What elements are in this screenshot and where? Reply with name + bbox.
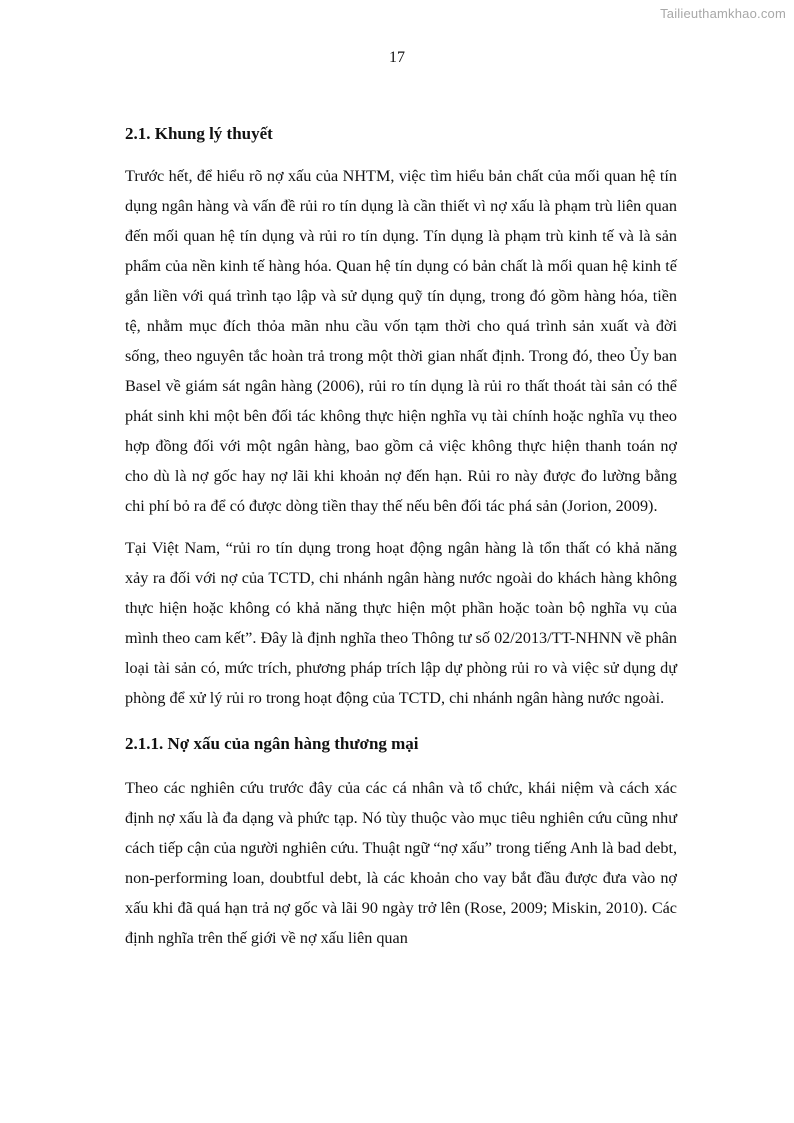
watermark: Tailieuthamkhao.com <box>660 6 786 21</box>
section-heading: 2.1. Khung lý thuyết <box>125 124 273 143</box>
subsection-heading: 2.1.1. Nợ xấu của ngân hàng thương mại <box>125 734 419 753</box>
paragraph-credit-risk-definition: Trước hết, để hiểu rõ nợ xấu của NHTM, việc tìm hiểu bản chất của mối quan hệ tín dụng ngân hàng và vấn đề rủi ro tín dụng là cần thiết vì nợ xấu là phạm trù liên quan đến mối quan hệ tín dụng và rủi ro tín dụng. Tín dụng là phạm trù kinh tế và là sản phẩm của nền kinh tế hàng hóa. Quan hệ tín dụng có bản chất là mối quan hệ kinh tế gắn liền với quá trình tạo lập và sử dụng quỹ tín dụng, trong đó gồm hàng hóa, tiền tệ, nhằm mục đích thỏa mãn nhu cầu vốn tạm thời cho quá trình sản xuất và đời sống, theo nguyên tắc hoàn trả trong một thời gian nhất định. Trong đó, theo Ủy ban Basel về giám sát ngân hàng (2006), rủi ro tín dụng là rủi ro thất thoát tài sản có thể phát sinh khi một bên đối tác không thực hiện nghĩa vụ tài chính hoặc nghĩa vụ theo hợp đồng đối với một ngân hàng, bao gồm cả việc không thực hiện thanh toán nợ cho dù là nợ gốc hay nợ lãi khi khoản nợ đến hạn. Rủi ro này được đo lường bằng chi phí bỏ ra để có được dòng tiền thay thế nếu bên đối tác phá sản (Jorion, 2009). <box>125 167 677 515</box>
page-number: 17 <box>389 49 405 66</box>
document-body <box>125 121 677 953</box>
paragraph-bad-debt-concept: Theo các nghiên cứu trước đây của các cá nhân và tổ chức, khái niệm và cách xác định nợ xấu là đa dạng và phức tạp. Nó tùy thuộc vào mục tiêu nghiên cứu cũng như cách tiếp cận của người nghiên cứu. Thuật ngữ “nợ xấu” trong tiếng Anh là bad debt, non-performing loan, doubtful debt, là các khoản cho vay bắt đầu được đưa vào nợ xấu khi đã quá hạn trả nợ gốc và lãi 90 ngày trở lên (Rose, 2009; Miskin, 2010). Các định nghĩa trên thế giới về nợ xấu liên quan <box>125 779 677 947</box>
paragraph-vietnam-definition: Tại Việt Nam, “rủi ro tín dụng trong hoạt động ngân hàng là tổn thất có khả năng xảy ra đối với nợ của TCTD, chi nhánh ngân hàng nước ngoài do khách hàng không thực hiện hoặc không có khả năng thực hiện một phần hoặc toàn bộ nghĩa vụ của mình theo cam kết”. Đây là định nghĩa theo Thông tư số 02/2013/TT-NHNN về phân loại tài sản có, mức trích, phương pháp trích lập dự phòng rủi ro và việc sử dụng dự phòng để xử lý rủi ro trong hoạt động của TCTD, chi nhánh ngân hàng nước ngoài. <box>125 539 677 707</box>
